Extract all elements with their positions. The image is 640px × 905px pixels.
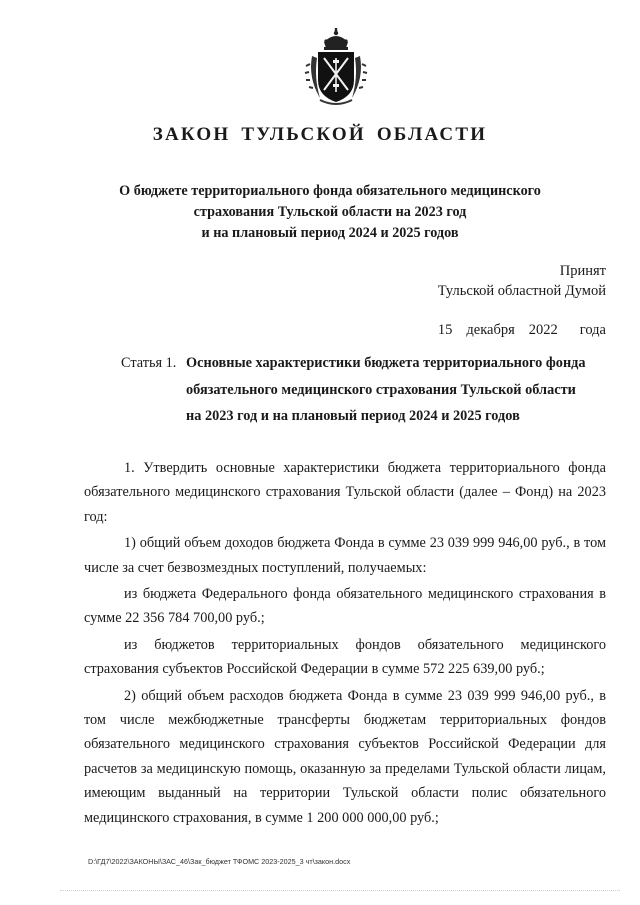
article-title-line: Основные характеристики бюджета территориального фонда — [186, 355, 586, 371]
paragraph: из бюджетов территориальных фондов обязательного медицинского страхования субъектов Российской Федерации в сумме 572 225 639,00 руб.; — [84, 636, 606, 678]
article-body — [84, 456, 606, 830]
paragraph: 1) общий объем доходов бюджета Фонда в сумме 23 039 999 946,00 руб., в том числе за счет безвозмездных поступлений, получаемых: — [84, 535, 606, 576]
adoption-block — [416, 262, 606, 360]
subject-line: О бюджете территориального фонда обязательного медицинского — [119, 183, 541, 199]
scan-artifact-line — [60, 890, 620, 893]
article-title — [186, 350, 606, 430]
file-path-footer: D:\ГД7\2022\ЗАКОНЫ\ЗАС_46\Зак_бюджет ТФОМС 2023-2025_3 чт\закон.docx — [88, 857, 351, 866]
law-title: ЗАКОН ТУЛЬСКОЙ ОБЛАСТИ — [152, 124, 488, 145]
law-subject — [80, 181, 580, 244]
article-label: Статья 1. — [121, 355, 177, 371]
article-title-line: обязательного медицинского страхования Тульской области — [186, 381, 576, 398]
paragraph: 1. Утвердить основные характеристики бюджета территориального фонда обязательного медицинского страхования Тульской области (далее – Фонд) на 2023 год: — [84, 460, 606, 525]
subject-line: страхования Тульской области на 2023 год — [193, 204, 467, 220]
adoption-year-word: года — [579, 321, 606, 338]
adoption-year: 2022 — [528, 321, 558, 338]
adoption-day: 15 — [437, 321, 453, 338]
paragraph: 2) общий объем расходов бюджета Фонда в сумме 23 039 999 946,00 руб., в том числе межбюджетные трансферты бюджетам территориальных фондов обязательного медицинского страхования субъектов Российской Федерации для расчетов за медицинскую помощь, оказанную за пределами Тульской области лицам, имеющим выданный на территории Тульской области полис обязательного медицинского страхования, в сумме 1 200 000 000,00 руб.; — [84, 687, 606, 826]
subject-line: и на плановый период 2024 и 2025 годов — [201, 225, 459, 241]
paragraph: из бюджета Федерального фонда обязательного медицинского страхования в сумме 22 356 784 700,00 руб.; — [84, 586, 606, 627]
coat-of-arms-icon — [304, 28, 368, 108]
article-title-line: на 2023 год и на плановый период 2024 и 2025 годов — [186, 408, 520, 424]
adoption-month: декабря — [466, 321, 515, 338]
adopted-label: Принят — [559, 263, 606, 279]
adopted-by: Тульской областной Думой — [437, 282, 606, 299]
